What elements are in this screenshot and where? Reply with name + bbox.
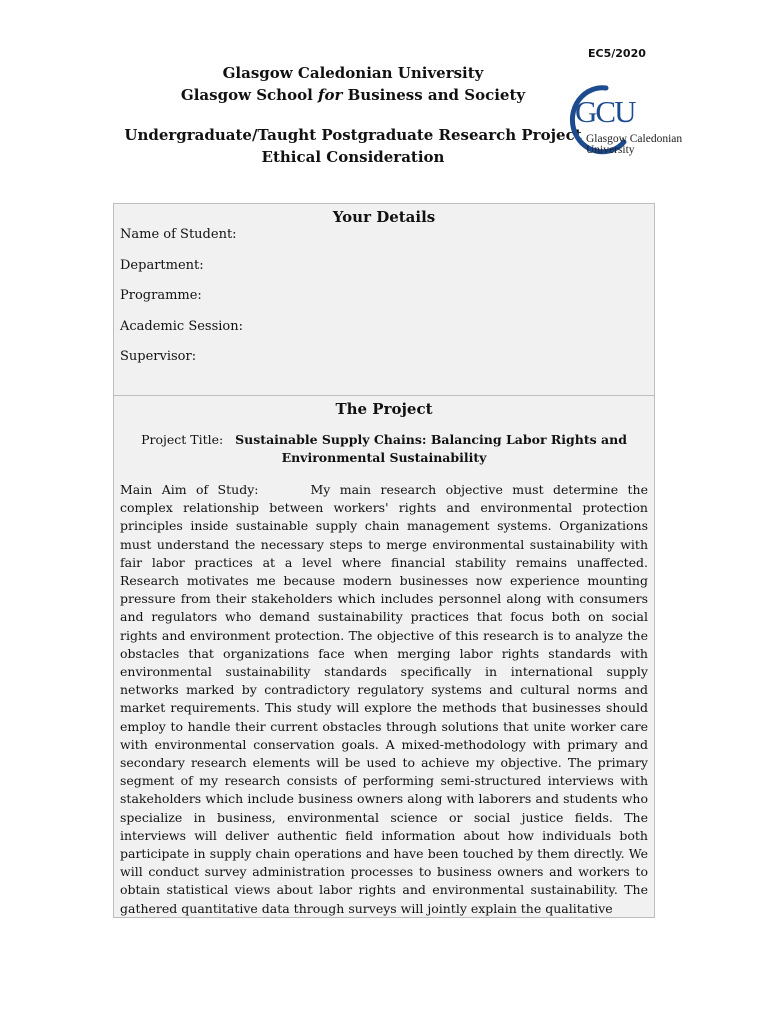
- gcu-logo: [566, 84, 684, 164]
- supervisor-field: Supervisor:: [120, 349, 197, 364]
- project-title: [122, 431, 646, 467]
- project-title-value: Sustainable Supply Chains: Balancing Labor Rights and Environmental Sustainability: [235, 432, 627, 465]
- project-section: [113, 395, 655, 918]
- logo-mark: GCU: [575, 94, 635, 129]
- project-heading: The Project: [335, 400, 433, 418]
- name-of-student-field: Name of Student:: [120, 227, 237, 242]
- form-code: EC5/2020: [588, 47, 646, 60]
- university-name: Glasgow Caledonian University: [222, 64, 484, 82]
- document-header: [120, 62, 586, 168]
- programme-field: Programme:: [120, 288, 202, 303]
- form-title: Undergraduate/Taught Postgraduate Research Project: [124, 126, 582, 144]
- your-details-section: [113, 203, 655, 396]
- department-field: Department:: [120, 257, 204, 273]
- logo-name: Glasgow Caledonian University: [586, 133, 683, 156]
- your-details-heading: Your Details: [332, 208, 436, 226]
- main-aim-text: My main research objective must determine the complex relationship between workers' rights and environmental protection principles inside sustainable supply chain management systems. Organizations must understand the necessary steps to merge environmental sustainability with fair labor practices at a level where financial stability remains unaffected. Research motivates me because modern businesses now experience mounting pressure from their stakeholders which includes personnel along with consumers and regulators who demand sustainability practices that focus both on social rights and environment protection. The objective of this research is to analyze the obstacles that organizations face when merging labor rights standards with environmental sustainability standards specifically in international supply networks marked by contradictory regulatory systems and cultural norms and market requirements. This study will explore the methods that businesses should employ to handle their current obstacles through solutions that unite worker care with environmental conservation goals. A mixed-methodology with primary and secondary research elements will be used to achieve my objective. The primary segment of my research consists of performing semi-structured interviews with stakeholders which include business owners along with laborers and students who specialize in business, environmental science or social justice fields. The interviews will deliver authentic field information about how individuals both participate in supply chain operations and have been touched by them directly. We will conduct survey administration processes to business owners and workers to obtain statistical views about labor rights and environmental sustainability. The gathered quantitative data through surveys will jointly explain the qualitative: [120, 482, 648, 916]
- academic-session-field: Academic Session:: [120, 318, 244, 334]
- project-title-label: Project Title:: [141, 432, 224, 447]
- main-aim-label: Main Aim of Study:: [120, 482, 259, 497]
- main-aim: [120, 481, 648, 918]
- school-name: Glasgow School for Business and Society: [180, 86, 526, 104]
- form-subtitle: Ethical Consideration: [261, 148, 445, 166]
